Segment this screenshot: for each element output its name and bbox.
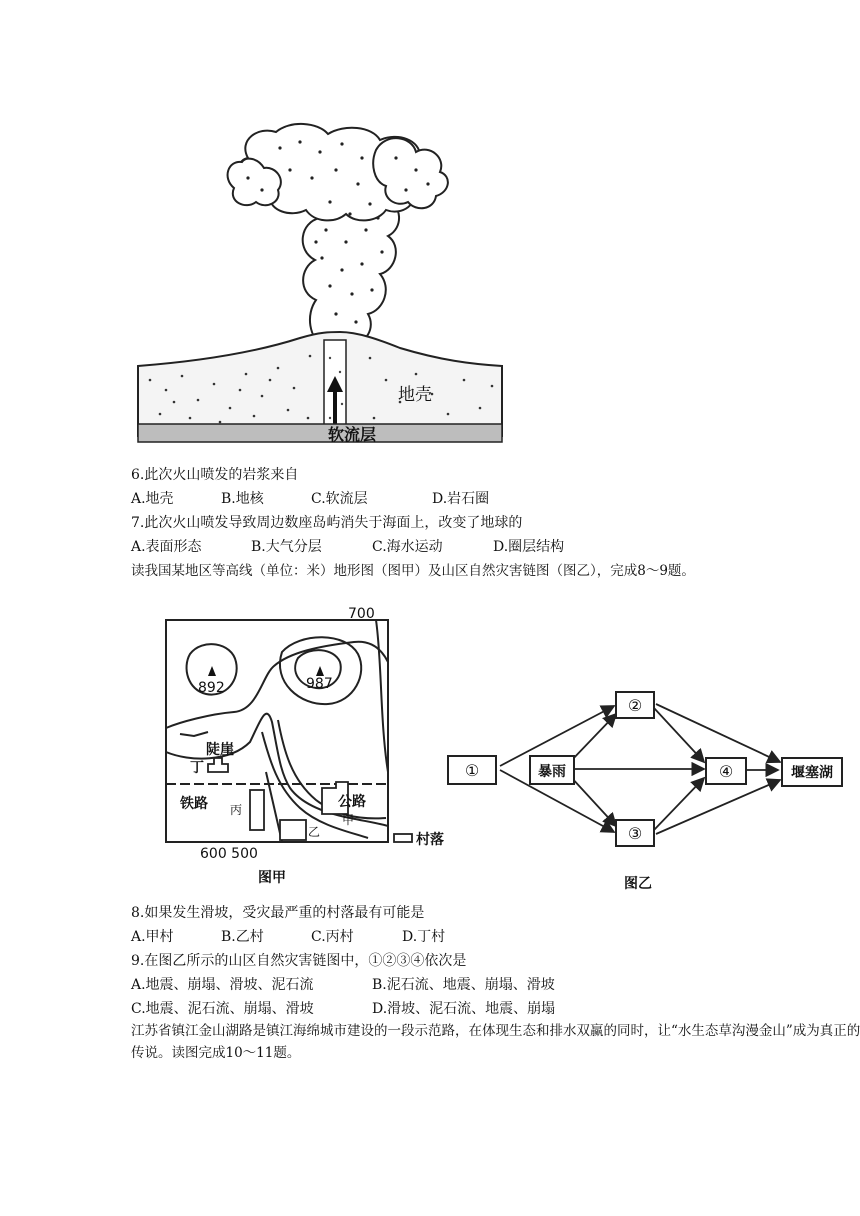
question-9-option-d: D.滑坡、泥石流、地震、崩塌 xyxy=(372,1001,556,1017)
question-8-option-a: A.甲村 xyxy=(131,929,174,945)
intro-10-11: 江苏省镇江金山湖路是镇江海绵城市建设的一段示范路，在体现生态和排水双赢的同时，让“水生态草沟漫金山”成为真正的传说。读图完成10～11题。 xyxy=(131,1023,860,1061)
chain-node-2: ② xyxy=(627,696,643,715)
village-bing-label: 丙 xyxy=(230,803,243,817)
legend-village-label: 村落 xyxy=(416,832,444,848)
contour-map xyxy=(150,602,470,892)
question-8-option-d: D.丁村 xyxy=(402,929,446,945)
intro-8-9: 读我国某地区等高线（单位：米）地形图（图甲）及山区自然灾害链图（图乙），完成8～9题。 xyxy=(131,563,695,579)
chain-node-rain: 暴雨 xyxy=(538,764,566,780)
question-7-option-b: B.大气分层 xyxy=(251,539,322,555)
crust-label: 地壳 xyxy=(398,385,432,405)
contour-label-600-500: 600 500 xyxy=(200,846,258,862)
question-7-stem: 7.此次火山喷发导致周边数座岛屿消失于海面上，改变了地球的 xyxy=(131,515,523,531)
highway-label: 公路 xyxy=(338,794,366,810)
disaster-chain-diagram xyxy=(440,680,850,895)
figure-jia-caption: 图甲 xyxy=(258,870,286,886)
railway-label: 铁路 xyxy=(180,796,208,812)
peak-label-987: 987 xyxy=(306,676,333,692)
question-8-option-c: C.丙村 xyxy=(311,929,354,945)
question-9-option-a: A.地震、崩塌、滑坡、泥石流 xyxy=(131,977,314,993)
figure-yi-caption: 图乙 xyxy=(624,876,652,892)
cliff-label: 陡崖 xyxy=(206,742,234,758)
question-6-option-b: B.地核 xyxy=(221,491,264,507)
question-7-option-d: D.圈层结构 xyxy=(493,539,565,555)
village-jia-label: 甲 xyxy=(342,813,355,827)
question-9-option-c: C.地震、泥石流、崩塌、滑坡 xyxy=(131,1001,314,1017)
question-6-stem: 6.此次火山喷发的岩浆来自 xyxy=(131,467,299,483)
question-9-stem: 9.在图乙所示的山区自然灾害链图中，①②③④依次是 xyxy=(131,953,467,969)
question-6-option-d: D.岩石圈 xyxy=(432,491,490,507)
question-8-stem: 8.如果发生滑坡，受灾最严重的村落最有可能是 xyxy=(131,905,425,921)
volcano-figure xyxy=(130,118,510,450)
chain-node-dam-lake: 堰塞湖 xyxy=(791,765,833,781)
chain-node-1: ① xyxy=(464,761,480,780)
question-7-option-a: A.表面形态 xyxy=(131,539,202,555)
question-7-option-c: C.海水运动 xyxy=(372,539,443,555)
peak-label-892: 892 xyxy=(198,680,225,696)
question-8-option-b: B.乙村 xyxy=(221,929,264,945)
chain-node-4: ④ xyxy=(718,762,734,781)
village-ding-label: 丁 xyxy=(190,760,204,776)
question-6-option-a: A.地壳 xyxy=(131,491,174,507)
village-yi-label: 乙 xyxy=(308,825,321,839)
question-9-option-b: B.泥石流、地震、崩塌、滑坡 xyxy=(372,977,555,993)
contour-label-700: 700 xyxy=(348,606,375,622)
chain-node-3: ③ xyxy=(627,824,643,843)
question-6-option-c: C.软流层 xyxy=(311,491,368,507)
asthenosphere-label: 软流层 xyxy=(328,425,377,444)
